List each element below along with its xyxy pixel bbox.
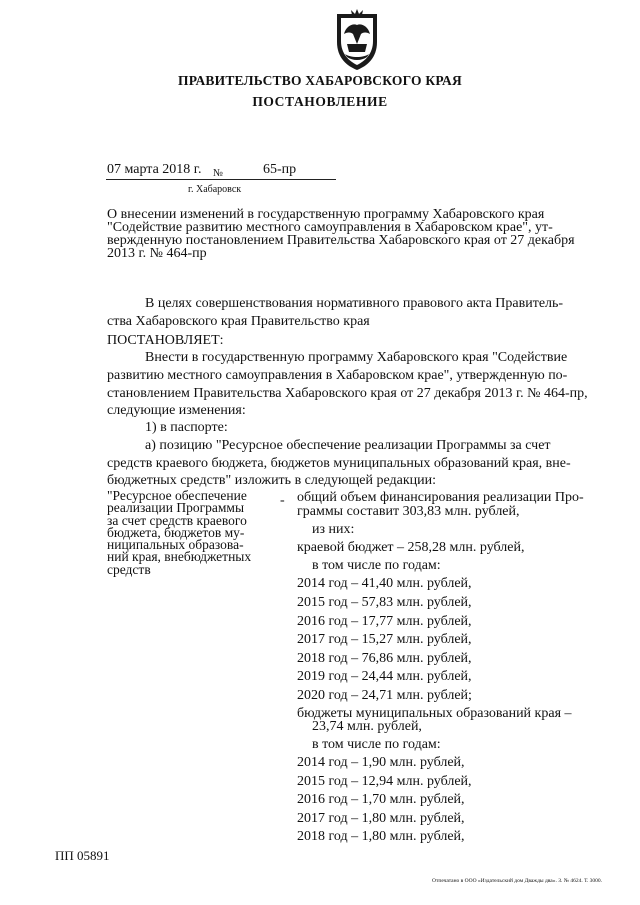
by-years-label: в том числе по годам:	[312, 558, 441, 573]
regional-year-line: 2018 год – 76,86 млн. рублей,	[297, 651, 472, 666]
paragraph-line: Внести в государственную программу Хабаровского края "Содействие	[145, 350, 568, 365]
item-a-line: а) позицию "Ресурсное обеспечение реализации Программы за счет	[145, 438, 551, 453]
municipal-year-line: 2015 год – 12,94 млн. рублей,	[297, 774, 472, 789]
item-1: 1) в паспорте:	[145, 420, 228, 435]
municipal-budget-line: 23,74 млн. рублей,	[312, 719, 422, 734]
by-years-label: в том числе по годам:	[312, 737, 441, 752]
left-column-line: средств	[107, 561, 151, 577]
item-a-line: бюджетных средств" изложить в следующей редакции:	[107, 473, 437, 488]
column-dash: -	[280, 493, 285, 508]
municipal-year-line: 2016 год – 1,70 млн. рублей,	[297, 792, 465, 807]
left-column-line: реализации Программы	[107, 500, 245, 516]
left-column-line: за счет средств краевого	[107, 512, 247, 528]
regional-budget-line: краевой бюджет – 258,28 млн. рублей,	[297, 540, 525, 555]
organization-title: ПРАВИТЕЛЬСТВО ХАБАРОВСКОГО КРАЯ	[178, 73, 462, 88]
paragraph-line: развитию местного самоуправления в Хабаровском крае", утвержденную по-	[107, 368, 568, 383]
title-line: вержденную постановлением Правительства Хабаровского края от 27 декабря	[107, 233, 575, 248]
document-city: г. Хабаровск	[188, 184, 242, 195]
municipal-year-line: 2018 год – 1,80 млн. рублей,	[297, 829, 465, 844]
date-underline	[106, 179, 336, 180]
document-code: ПП 05891	[55, 848, 110, 863]
document-type: ПОСТАНОВЛЕНИЕ	[252, 94, 388, 109]
paragraph-line: следующие изменения:	[107, 403, 246, 418]
municipal-budget-line: бюджеты муниципальных образований края –	[297, 706, 572, 721]
municipal-year-line: 2017 год – 1,80 млн. рублей,	[297, 811, 465, 826]
document-date: 07 марта 2018 г.	[107, 162, 202, 177]
resource-position-label	[107, 490, 251, 576]
left-column-line: "Ресурсное обеспечение	[107, 488, 247, 503]
left-column-line: ний края, внебюджетных	[107, 549, 252, 565]
item-a-line: средств краевого бюджета, бюджетов муниципальных образований края, вне-	[107, 456, 571, 471]
document-title	[107, 208, 615, 260]
preamble-line: В целях совершенствования нормативного правового акта Правитель-	[145, 296, 564, 311]
title-line: О внесении изменений в государственную программу Хабаровского края	[107, 207, 545, 222]
printer-imprint: Отпечатано в ООО «Издательский дом Дважды два». З. № 4624. Т. 3000.	[432, 878, 603, 884]
regional-year-line: 2020 год – 24,71 млн. рублей;	[297, 688, 472, 703]
regional-year-line: 2016 год – 17,77 млн. рублей,	[297, 614, 472, 629]
regional-year-line: 2015 год – 57,83 млн. рублей,	[297, 595, 472, 610]
title-line: 2013 г. № 464-пр	[107, 246, 207, 261]
left-column-line: бюджета, бюджетов му-	[107, 524, 245, 540]
document-number: 65-пр	[263, 162, 297, 177]
regional-year-line: 2014 год – 41,40 млн. рублей,	[297, 576, 472, 591]
left-column-line: ниципальных образова-	[107, 537, 244, 553]
number-sign: №	[213, 168, 224, 179]
of-them-label: из них:	[312, 522, 355, 537]
resolves-heading: ПОСТАНОВЛЯЕТ:	[107, 333, 224, 348]
regional-year-line: 2017 год – 15,27 млн. рублей,	[297, 632, 472, 647]
coat-of-arms-icon	[331, 8, 383, 74]
municipal-year-line: 2014 год – 1,90 млн. рублей,	[297, 755, 465, 770]
preamble-line: ства Хабаровского края Правительство края	[107, 314, 370, 329]
regional-year-line: 2019 год – 24,44 млн. рублей,	[297, 669, 472, 684]
total-financing-line: граммы составит 303,83 млн. рублей,	[297, 504, 520, 519]
title-line: "Содействие развитию местного самоуправления в Хабаровском крае", ут-	[107, 220, 553, 235]
paragraph-line: становлением Правительства Хабаровского края от 27 декабря 2013 г. № 464-пр,	[107, 386, 588, 401]
total-financing-line: общий объем финансирования реализации Про-	[297, 490, 584, 505]
